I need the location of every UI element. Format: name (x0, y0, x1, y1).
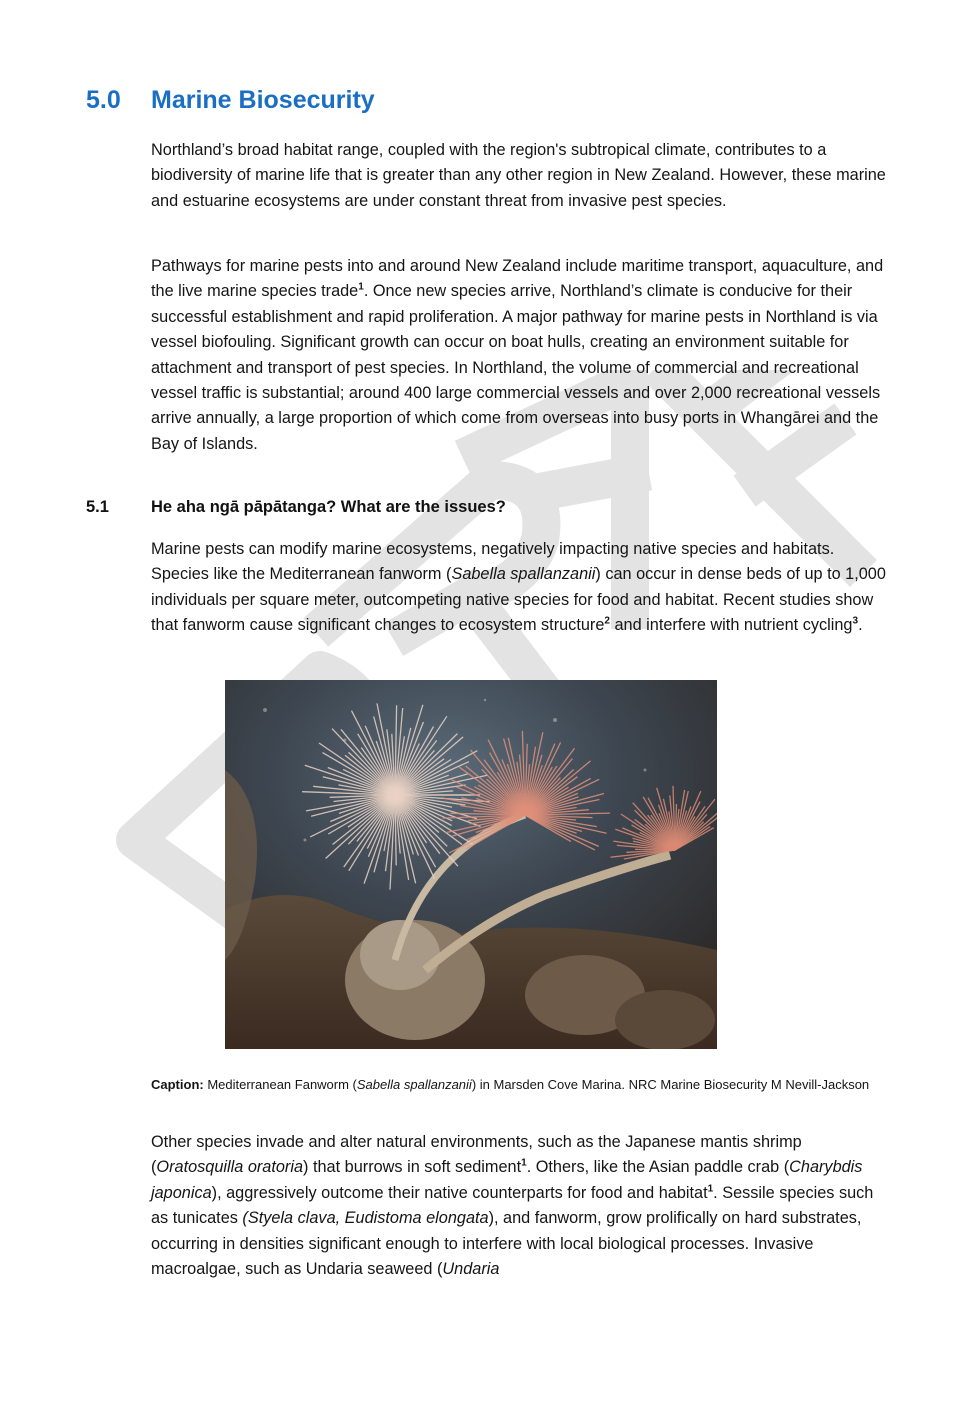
footnote-ref: 1 (707, 1183, 714, 1195)
footnote-ref: 1 (521, 1157, 527, 1169)
paragraph-text: . Once new species arrive, Northland’s climate is conducive for their successful establishment and rapid proliferation. A major pathway for marine pests in Northland is via vessel biofouling. Significant growth can occur on boat hulls, creating an environment suitable for attachment and transport of pest species. In Northland, the volume of commercial and recreational vessel traffic is substantial; around 400 large commercial vessels and over 2,000 recreational vessels arrive annually, a large proportion of which come from overseas into busy ports in Whangārei and the Bay of Islands. (151, 282, 881, 453)
caption-text: ) in Marsden Cove Marina. NRC Marine Biosecurity M Nevill-Jackson (471, 1077, 870, 1092)
subsection-heading (86, 498, 506, 517)
paragraph-text: . (858, 616, 863, 635)
footnote-ref: 3 (852, 615, 859, 627)
figure-caption (151, 1075, 871, 1095)
paragraph-other-species (151, 1130, 893, 1282)
section-heading (86, 86, 375, 115)
paragraph-text: . Others, like the Asian paddle crab ( (526, 1158, 790, 1177)
subsection-number: 5.1 (86, 498, 109, 516)
paragraph-text: ), aggressively outcome their native counterparts for food and habitat (211, 1183, 708, 1202)
paragraph-intro: Northland’s broad habitat range, coupled with the region's subtropical climate, contributes to a biodiversity of marine life that is greater than any other region in New Zealand. However, these marine and estuarine ecosystems are under constant threat from invasive pest species. (151, 141, 886, 210)
fanworm-photo (225, 680, 717, 1049)
caption-text: Mediterranean Fanworm ( (203, 1077, 357, 1092)
species-name: Sabella spallanzanii (356, 1077, 472, 1092)
paragraph-text: and interfere with nutrient cycling (609, 616, 853, 635)
paragraph-text: . Sessile species such as tunicates (151, 1183, 874, 1228)
section-title: Marine Biosecurity (151, 86, 375, 114)
section-number: 5.0 (86, 86, 121, 114)
paragraph-text: ) that burrows in soft sediment (303, 1158, 522, 1177)
species-name: Oratosquilla oratoria (156, 1158, 304, 1177)
paragraph-text: ), and fanworm, grow prolifically on hard substrates, occurring in densities significant enough to interfere with local biological processes. Invasive macroalgae, such as Undaria seaweed ( (151, 1209, 862, 1279)
paragraph-pathways (151, 254, 893, 457)
paragraph-text: Other species invade and alter natural environments, such as the Japanese mantis shrimp ( (151, 1133, 802, 1177)
species-name: (Styela clava, Eudistoma elongata (242, 1209, 489, 1228)
species-name: Charybdis japonica (151, 1158, 863, 1202)
subsection-title: He aha ngā pāpātanga? What are the issues? (151, 498, 506, 516)
species-name: Undaria (442, 1260, 500, 1279)
footnote-ref: 2 (604, 615, 610, 627)
footnote-ref: 1 (358, 281, 364, 293)
paragraph-text: ) can occur in dense beds of up to 1,000 individuals per square meter, outcompeting native species for food and habitat. Recent studies show that fanworm cause significant changes to ecosystem structure (151, 565, 886, 635)
caption-label: Caption: (151, 1077, 204, 1092)
paragraph-text: Pathways for marine pests into and around New Zealand include maritime transport, aquaculture, and the live marine species trade (151, 257, 884, 301)
paragraph-issues (151, 537, 893, 639)
species-name: Sabella spallanzanii (451, 565, 596, 584)
paragraph-text: Marine pests can modify marine ecosystems, negatively impacting native species and habitats. Species like the Mediterranean fanworm ( (151, 540, 835, 584)
